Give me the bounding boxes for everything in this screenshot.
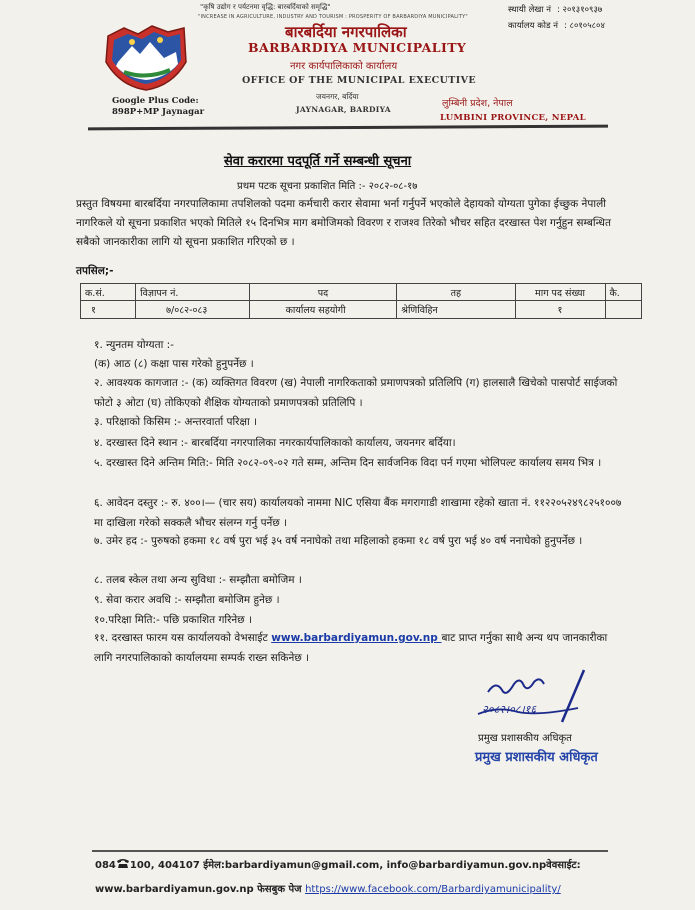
office-name-np: नगर कार्यपालिकाको कार्यालय — [290, 61, 398, 72]
cell-remarks — [605, 301, 642, 319]
details-label: तपसिल;- — [76, 265, 114, 277]
province-np: लुम्बिनी प्रदेश, नेपाल — [442, 98, 513, 109]
cell-post: कार्यालय सहयोगी — [249, 301, 397, 319]
cell-sn: १ — [81, 301, 136, 319]
header-divider — [88, 125, 608, 131]
item-qualification-a: (क) आठ (८) कक्षा पास गरेको हुनुपर्नेछ । — [94, 358, 254, 370]
official-stamp: प्रमुख प्रशासकीय अधिकृत — [475, 750, 598, 765]
notice-title: सेवा करारमा पदपूर्ति गर्ने सम्बन्धी सूचना — [224, 154, 412, 169]
signature-icon — [466, 662, 616, 732]
item-deadline: ५. दरखास्त दिने अन्तिम मिति:- मिति २०८२-०९-०२ गते सम्म, अन्तिम दिन सार्वजनिक विदा पर्न गएमा भोलिपल्ट कार्यालय समय भित्र । — [94, 457, 602, 469]
address-en: JAYNAGAR, BARDIYA — [296, 105, 391, 114]
footer-web: www.barbardiyamun.gov.np फेसबुक पेज https://www.facebook.com/Barbardiyamunicipality/ — [95, 884, 561, 895]
intro-paragraph: प्रस्तुत विषयमा बारबर्दिया नगरपालिकामा तपशिलको पदमा कर्मचारी करार सेवामा भर्ना गर्नुपर्ने भएकोले देहायको योग्यता पुगेका ईच्छुक नेपाली नागरिकले यो सूचना प्रकाशित भएको मितिले १५ दिनभित्र माग बमोजिमको विवरण र राजश्व तिरेको भौचर सहित दरखास्त पेश गर्नुहुन सम्बन्धित सबैको जानकारीका लागि यो सूचना प्रकाशित गरिएको छ । — [76, 198, 611, 248]
item-exam-date: १०.परिक्षा मिति:- पछि प्रकाशित गरिनेछ । — [94, 614, 252, 626]
item-exam-type: ३. परिक्षाको किसिम :- अन्तरवार्ता परिक्षा । — [94, 416, 258, 428]
item-contract-period: ९. सेवा करार अवधि :- सम्झौता बमोजिम हुनेछ । — [94, 594, 280, 606]
plus-code-value: 898P+MP Jaynagar — [112, 107, 205, 117]
footer-divider — [92, 850, 608, 852]
phone-icon — [116, 858, 130, 869]
col-header-sn: क.सं. — [81, 284, 136, 301]
office-name-en: OFFICE OF THE MUNICIPAL EXECUTIVE — [242, 75, 477, 86]
item-fee: ६. आवेदन दस्तुर :- रु. ४००।— (चार सय) कार्यालयको नाममा NIC एसिया बैंक मगरागाडी शाखामा रहेको खाता नं. ११२२०५२४९८२५१००७ मा दाखिला गरेको सक्कलै भौचर संलग्न गर्नु पर्नेछ । — [94, 497, 622, 529]
col-header-post: पद — [249, 284, 397, 301]
province-en: LUMBINI PROVINCE, NEPAL — [440, 113, 586, 123]
plus-code-label: Google Plus Code: — [112, 96, 199, 106]
office-code: कार्यालय कोड नं : ८०१०५८०४ — [508, 21, 605, 31]
col-header-ad-no: विज्ञापन नं. — [136, 284, 250, 301]
cell-ad-no: ७/०८२-०८३ — [136, 301, 250, 319]
item-documents: २. आवश्यक कागजात :- (क) व्यक्तिगत विवरण (ख) नेपाली नागरिकताको प्रमाणपत्रको प्रतिलिपि (ग) हालसालै खिचेको पासपोर्ट साईजको फोटो ३ ओटा (घ) तोकिएको शैक्षिक योग्यताको प्रमाणपत्रको प्रतिलिपि । — [94, 377, 618, 409]
municipality-name-np: बारबर्दिया नगरपालिका — [285, 23, 407, 41]
cell-level: श्रेणिविहिन — [397, 301, 515, 319]
table-header-row — [81, 284, 642, 301]
col-header-level: तह — [397, 284, 515, 301]
col-header-quota: माग पद संख्या — [515, 284, 605, 301]
item-submission-place: ४. दरखास्त दिने स्थान :- बारबर्दिया नगरपालिका नगरकार्यपालिकाको कार्यालय, जयनगर बर्दिया। — [94, 437, 456, 449]
footer-contact: 084 100, 404107 ईमेल:barbardiyamun@gmail.com, info@barbardiyamun.gov.npवेवसाईट: — [95, 860, 581, 871]
municipality-logo-icon — [102, 22, 190, 92]
item-qualification: १. न्युनतम योग्यता :- — [94, 339, 174, 351]
vacancy-table — [80, 283, 642, 319]
item-application-form: ११. दरखास्त फारम यस कार्यालयको वेभसाईट www.barbardiyamun.gov.np बाट प्राप्त गर्नुका साथै अन्य थप जानकारीका लागि नगरपालिकाको कार्यालयमा सम्पर्क राख्न सकिनेछ । — [94, 632, 608, 664]
slogan-en: "INCREASE IN AGRICULTURE, INDUSTRY AND TOURISM : PROSPERITY OF BARBARDIYA MUNICIPALITY" — [198, 14, 468, 20]
item-age-limit: ७. उमेर हद :- पुरुषको हकमा १८ वर्ष पुरा भई ३५ वर्ष ननाघेको तथा महिलाको हकमा १८ वर्ष पुरा भई ४० वर्ष ननाघेको हुनुपर्नेछ । — [94, 535, 583, 547]
website-link[interactable]: www.barbardiyamun.gov.np — [271, 632, 442, 644]
address-np: जयनगर, बर्दिया — [316, 92, 359, 101]
item-salary: ८. तलब स्केल तथा अन्य सुविधा :- सम्झौता बमोजिम । — [94, 574, 302, 586]
municipality-name-en: BARBARDIYA MUNICIPALITY — [248, 40, 467, 55]
signatory-title: प्रमुख प्रशासकीय अधिकृत — [478, 733, 572, 744]
slogan: "कृषि उद्योग र पर्यटनमा वृद्धि: बारबर्दियाको समृद्धि" — [200, 3, 331, 11]
facebook-link[interactable]: https://www.facebook.com/Barbardiyamunicipality/ — [305, 884, 561, 895]
signature-date: २०८२।०८।१६ — [482, 703, 537, 716]
table-row — [81, 301, 642, 319]
publication-date: प्रथम पटक सूचना प्रकाशित मिति :- २०८२-०८-१७ — [237, 181, 418, 192]
reg-number: स्थायी लेखा नं : २०१३१०९३७ — [508, 5, 603, 15]
cell-quota: १ — [515, 301, 605, 319]
col-header-remarks: कै. — [605, 284, 642, 301]
